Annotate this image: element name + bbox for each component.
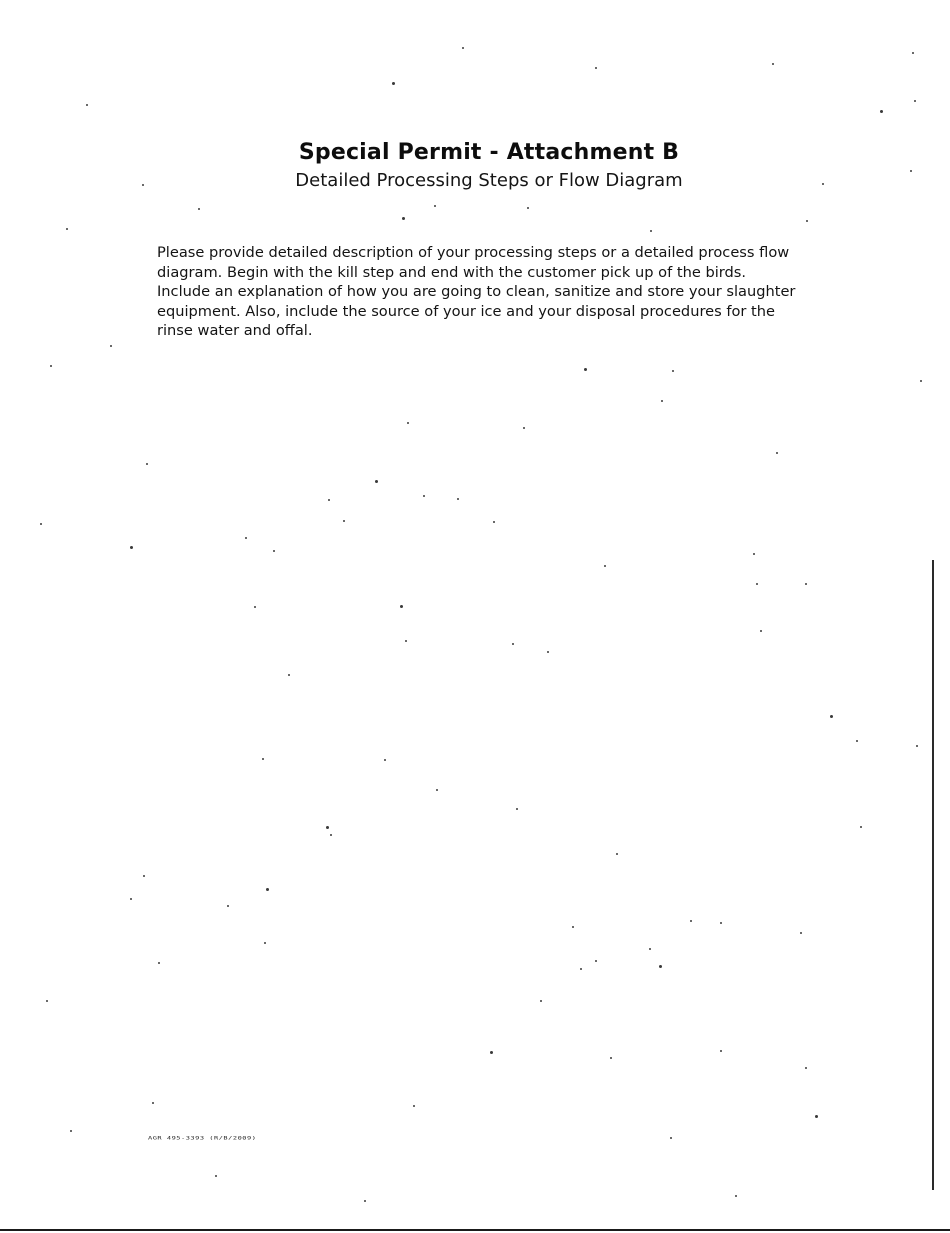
- scan-speck: [330, 834, 332, 836]
- scan-speck: [227, 905, 229, 907]
- scan-speck: [527, 207, 529, 209]
- instructions-line: diagram. Begin with the kill step and end with the customer pick up of the birds.: [157, 263, 747, 281]
- scan-speck: [753, 553, 755, 555]
- scan-speck: [616, 853, 618, 855]
- scan-speck: [760, 630, 762, 632]
- scan-speck: [423, 495, 425, 497]
- scan-speck: [40, 523, 42, 525]
- document-subtitle: Detailed Processing Steps or Flow Diagram: [295, 170, 683, 191]
- scan-speck: [50, 365, 52, 367]
- scan-speck: [720, 1050, 722, 1052]
- scan-speck: [672, 370, 674, 372]
- document-title: Special Permit - Attachment B: [298, 140, 680, 165]
- scan-speck: [405, 640, 407, 642]
- scan-speck: [806, 220, 808, 222]
- scan-speck: [610, 1057, 612, 1059]
- scan-speck: [523, 427, 525, 429]
- form-number: AGR 495-3393 (R/B/2009): [148, 1136, 257, 1141]
- scan-speck: [772, 63, 774, 65]
- scan-speck: [690, 920, 692, 922]
- scan-speck: [572, 926, 574, 928]
- scan-speck: [326, 826, 329, 829]
- scan-speck: [152, 1102, 154, 1104]
- instructions-paragraph: [157, 243, 837, 341]
- scan-speck: [880, 110, 883, 113]
- scan-speck: [650, 230, 652, 232]
- scan-speck: [512, 643, 514, 645]
- scan-speck: [822, 183, 824, 185]
- scan-speck: [392, 82, 395, 85]
- scan-speck: [595, 67, 597, 69]
- scan-speck: [413, 1105, 415, 1107]
- scan-speck: [493, 521, 495, 523]
- scan-speck: [264, 942, 266, 944]
- scan-speck: [328, 499, 330, 501]
- scan-speck: [130, 898, 132, 900]
- scan-speck: [805, 1067, 807, 1069]
- scan-speck: [916, 745, 918, 747]
- scan-speck: [661, 400, 663, 402]
- scan-speck: [720, 922, 722, 924]
- scan-speck: [490, 1051, 493, 1054]
- scan-speck: [776, 452, 778, 454]
- scan-speck: [659, 965, 662, 968]
- scan-speck: [143, 875, 145, 877]
- scan-speck: [540, 1000, 542, 1002]
- scan-speck: [46, 1000, 48, 1002]
- scan-edge-right: [932, 560, 934, 1190]
- scan-speck: [364, 1200, 366, 1202]
- scan-speck: [66, 228, 68, 230]
- scan-speck: [400, 605, 403, 608]
- scan-speck: [735, 1195, 737, 1197]
- scan-speck: [860, 826, 862, 828]
- scan-speck: [130, 546, 133, 549]
- scan-speck: [198, 208, 200, 210]
- scan-speck: [70, 1130, 72, 1132]
- scan-speck: [547, 651, 549, 653]
- instructions-line: Please provide detailed description of your processing steps or a detailed process flow: [157, 244, 790, 261]
- scan-speck: [86, 104, 88, 106]
- scan-speck: [273, 550, 275, 552]
- scan-speck: [756, 583, 758, 585]
- scan-speck: [856, 740, 858, 742]
- scan-speck: [407, 422, 409, 424]
- scan-speck: [254, 606, 256, 608]
- instructions-line: Include an explanation of how you are going to clean, sanitize and store your slaughter: [157, 283, 796, 300]
- scan-speck: [912, 52, 914, 54]
- scan-speck: [910, 170, 912, 172]
- scan-speck: [384, 759, 386, 761]
- scan-speck: [343, 520, 345, 522]
- scan-speck: [584, 368, 587, 371]
- scan-speck: [815, 1115, 818, 1118]
- scan-speck: [914, 100, 916, 102]
- scan-speck: [158, 962, 160, 964]
- scan-speck: [649, 948, 651, 950]
- scan-edge-bottom: [0, 1229, 950, 1231]
- scan-speck: [146, 463, 148, 465]
- scan-speck: [110, 345, 112, 347]
- scan-speck: [288, 674, 290, 676]
- scan-speck: [245, 537, 247, 539]
- scan-speck: [670, 1137, 672, 1139]
- scan-speck: [402, 217, 405, 220]
- scan-speck: [800, 932, 802, 934]
- scan-speck: [580, 968, 582, 970]
- scan-speck: [604, 565, 606, 567]
- scan-speck: [375, 480, 378, 483]
- scan-speck: [462, 47, 464, 49]
- scan-speck: [266, 888, 269, 891]
- scan-speck: [830, 715, 833, 718]
- scan-speck: [516, 808, 518, 810]
- instructions-line: equipment. Also, include the source of your ice and your disposal procedures for the: [157, 302, 776, 320]
- scan-speck: [215, 1175, 217, 1177]
- scan-speck: [805, 583, 807, 585]
- scan-speck: [457, 498, 459, 500]
- scan-speck: [595, 960, 597, 962]
- scan-speck: [434, 205, 436, 207]
- instructions-line: rinse water and offal.: [157, 322, 313, 339]
- scan-speck: [142, 184, 144, 186]
- scan-speck: [436, 789, 438, 791]
- scan-speck: [262, 758, 264, 760]
- scan-speck: [920, 380, 922, 382]
